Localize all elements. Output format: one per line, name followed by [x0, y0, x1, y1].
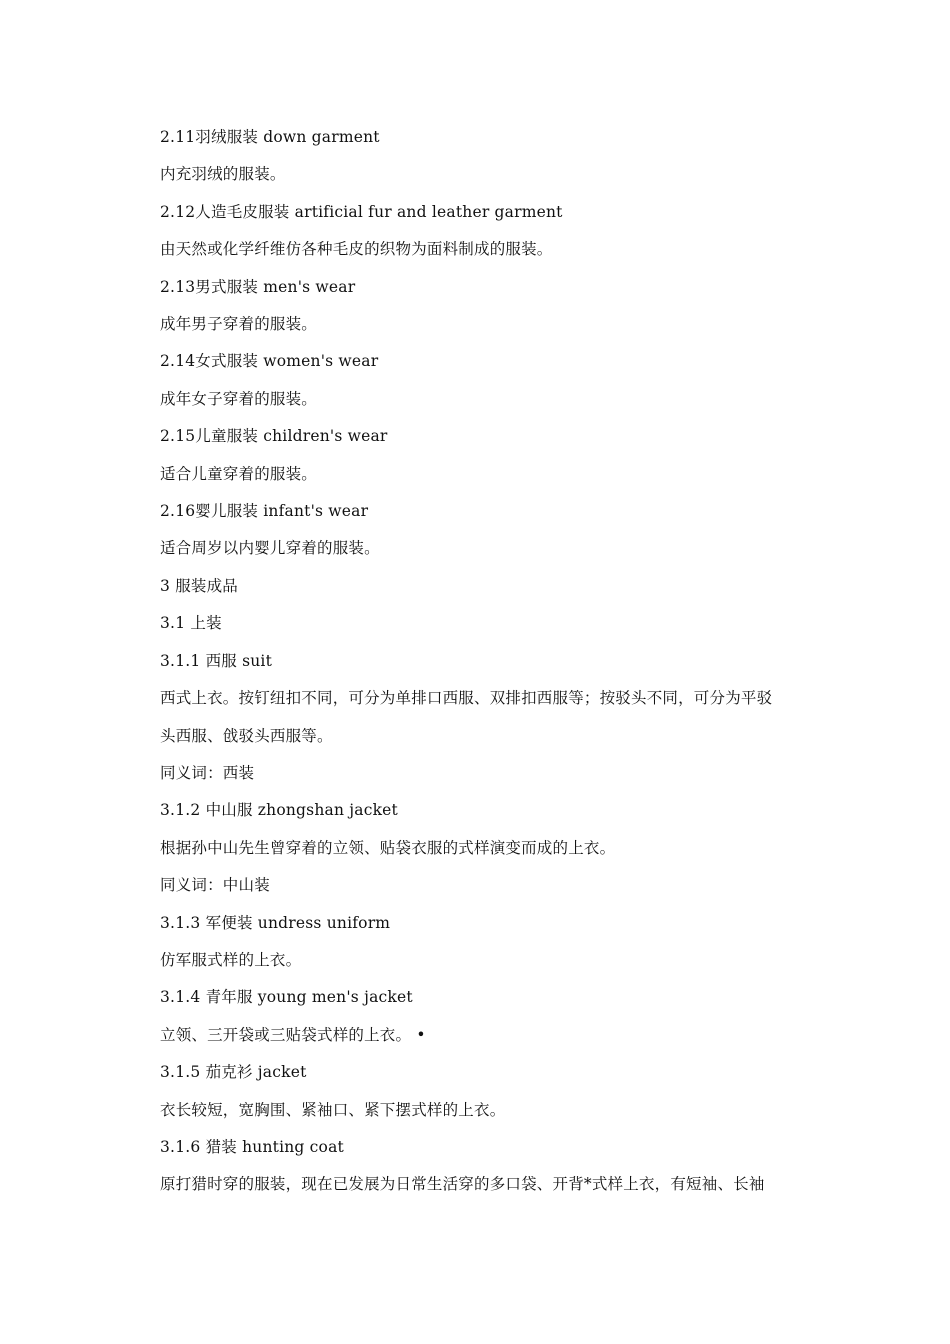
- term-heading: 2.12人造毛皮服装 artificial fur and leather garment: [160, 202, 563, 221]
- term-definition-continued: 头西服、戗驳头西服等。: [160, 726, 333, 745]
- term-definition: 西式上衣。按钉纽扣不同，可分为单排口西服、双排扣西服等；按驳头不同，可分为平驳: [160, 689, 773, 708]
- document-page: [160, 119, 800, 1204]
- synonym-line: 同义词：西装: [160, 763, 255, 782]
- synonym-line: 同义词：中山装: [160, 876, 270, 895]
- term-heading: 3.1.1 西服 suit: [160, 651, 273, 670]
- term-heading: 3.1.5 茄克衫 jacket: [160, 1063, 307, 1082]
- term-definition: 仿军服式样的上衣。: [160, 950, 302, 969]
- term-definition: 内充羽绒的服装。: [160, 165, 286, 184]
- term-definition: 原打猎时穿的服装，现在已发展为日常生活穿的多口袋、开背*式样上衣，有短袖、长袖: [160, 1175, 765, 1194]
- term-heading: 2.11羽绒服装 down garment: [160, 128, 380, 146]
- term-heading: 2.15儿童服装 children's wear: [160, 427, 388, 446]
- term-heading: 2.16婴儿服装 infant's wear: [160, 502, 369, 521]
- term-definition: 由天然或化学纤维仿各种毛皮的织物为面料制成的服装。: [160, 240, 553, 259]
- term-heading: 3.1.2 中山服 zhongshan jacket: [160, 801, 398, 820]
- subsection-heading: 3.1 上装: [160, 614, 222, 633]
- term-heading: 3.1.6 猎装 hunting coat: [160, 1137, 344, 1156]
- term-heading: 2.13男式服装 men's wear: [160, 277, 356, 296]
- term-definition: 衣长较短，宽胸围、紧袖口、紧下摆式样的上衣。: [160, 1100, 506, 1119]
- term-heading: 2.14女式服装 women's wear: [160, 352, 379, 371]
- term-definition: 成年女子穿着的服装。: [160, 389, 318, 408]
- term-heading: 3.1.4 青年服 young men's jacket: [160, 988, 413, 1007]
- term-heading: 3.1.3 军便装 undress uniform: [160, 913, 391, 932]
- term-definition: 适合周岁以内婴儿穿着的服装。: [160, 539, 380, 558]
- section-heading: 3 服装成品: [160, 576, 238, 595]
- term-definition: 成年男子穿着的服装。: [160, 315, 318, 334]
- term-definition: 根据孙中山先生曾穿着的立领、贴袋衣服的式样演变而成的上衣。: [160, 838, 616, 857]
- term-definition: 适合儿童穿着的服装。: [160, 464, 318, 483]
- term-definition: 立领、三开袋或三贴袋式样的上衣。 •: [160, 1025, 426, 1044]
